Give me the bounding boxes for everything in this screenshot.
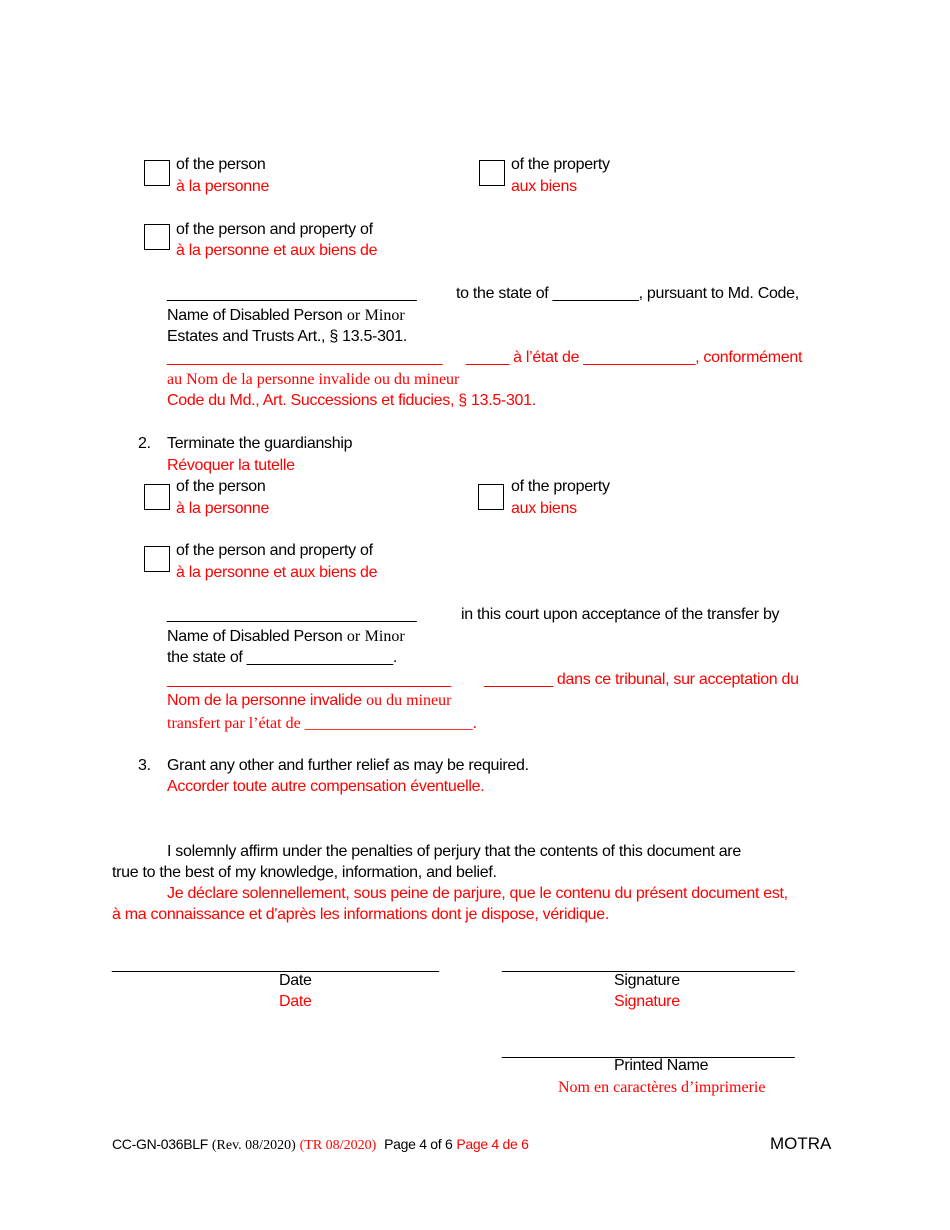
item-2-heading-en: Terminate the guardianship: [167, 435, 353, 452]
printed-name-label-fr: Nom en caractères d’imprimerie: [558, 1079, 766, 1096]
item-3-text-en: Grant any other and further relief as may be required.: [167, 757, 529, 774]
transfer-name-blank-fr: ________________________________: [167, 349, 443, 366]
terminate-state-blank-en[interactable]: the state of _________________.: [167, 649, 398, 666]
date-label-fr: Date: [279, 993, 312, 1010]
transfer-property-label-fr: aux biens: [511, 178, 577, 195]
affirmation-en-line-2: true to the best of my knowledge, information, and belief.: [112, 864, 497, 881]
terminate-person-label-en: of the person: [176, 478, 266, 495]
terminate-name-blank-fr: _________________________________: [167, 671, 451, 688]
terminate-person-label-fr: à la personne: [176, 500, 270, 517]
checkbox-terminate-person-and-property[interactable]: [144, 546, 170, 572]
signature-label-fr: Signature: [614, 993, 680, 1010]
checkbox-terminate-property[interactable]: [478, 484, 504, 510]
motra-label: MOTRA: [770, 1134, 832, 1153]
form-revision: (Rev. 08/2020): [211, 1138, 296, 1153]
terminate-both-label-en: of the person and property of: [176, 542, 373, 559]
transfer-statute-fr: Code du Md., Art. Successions et fiducies, § 13.5-301.: [167, 392, 536, 409]
transfer-person-label-en: of the person: [176, 156, 266, 173]
terminate-property-label-en: of the property: [511, 478, 610, 495]
printed-name-label-en: Printed Name: [614, 1057, 709, 1074]
page-number-en: Page 4 of 6: [384, 1136, 453, 1152]
transfer-name-caption-fr: au Nom de la personne invalide ou du mineur: [167, 371, 460, 388]
terminate-court-text-en: in this court upon acceptance of the transfer by: [461, 606, 780, 623]
terminate-property-label-fr: aux biens: [511, 500, 577, 517]
item-2-heading-fr: Révoquer la tutelle: [167, 457, 295, 474]
affirmation-fr-line-2: à ma connaissance et d'après les informations dont je dispose, véridique.: [112, 906, 610, 923]
terminate-state-text-fr: transfert par l’état de _____________________.: [167, 715, 477, 732]
signature-label-en: Signature: [614, 972, 680, 989]
terminate-name-caption-en: Name of Disabled Person or Minor: [167, 628, 405, 645]
form-footer: [112, 1134, 529, 1156]
transfer-state-text-en: to the state of __________, pursuant to Md. Code,: [456, 285, 799, 302]
transfer-both-label-en: of the person and property of: [176, 221, 373, 238]
signature-line[interactable]: __________________________________: [502, 956, 795, 973]
transfer-statute-en: Estates and Trusts Art., § 13.5-301.: [167, 328, 408, 345]
transfer-name-blank[interactable]: _____________________________: [167, 285, 417, 302]
item-3-text-fr: Accorder toute autre compensation éventuelle.: [167, 778, 485, 795]
item-2-number: 2.: [138, 435, 151, 452]
checkbox-transfer-person-and-property[interactable]: [144, 224, 170, 250]
checkbox-transfer-property[interactable]: [479, 160, 505, 186]
transfer-state-text-fr: _____ à l’état de _____________, conformément: [466, 349, 803, 366]
checkbox-terminate-person[interactable]: [144, 484, 170, 510]
checkbox-transfer-person[interactable]: [144, 160, 170, 186]
printed-name-line[interactable]: __________________________________: [502, 1042, 795, 1059]
transfer-property-label-en: of the property: [511, 156, 610, 173]
transfer-person-label-fr: à la personne: [176, 178, 270, 195]
translation-revision: (TR 08/2020): [299, 1138, 377, 1153]
page-number-fr: Page 4 de 6: [456, 1136, 529, 1152]
date-label-en: Date: [279, 972, 312, 989]
terminate-name-blank[interactable]: _____________________________: [167, 606, 417, 623]
terminate-court-text-fr: ________ dans ce tribunal, sur acceptation du: [484, 671, 799, 688]
form-id: CC-GN-036BLF: [112, 1136, 208, 1152]
transfer-name-caption-en: Name of Disabled Person or Minor: [167, 307, 405, 324]
terminate-both-label-fr: à la personne et aux biens de: [176, 564, 378, 581]
terminate-name-caption-fr: Nom de la personne invalide ou du mineur: [167, 692, 452, 709]
affirmation-en-line-1: I solemnly affirm under the penalties of perjury that the contents of this document are: [167, 843, 741, 860]
transfer-both-label-fr: à la personne et aux biens de: [176, 242, 378, 259]
item-3-number: 3.: [138, 757, 151, 774]
date-line[interactable]: ______________________________________: [112, 956, 439, 973]
affirmation-fr-line-1: Je déclare solennellement, sous peine de parjure, que le contenu du présent document est,: [167, 885, 788, 902]
